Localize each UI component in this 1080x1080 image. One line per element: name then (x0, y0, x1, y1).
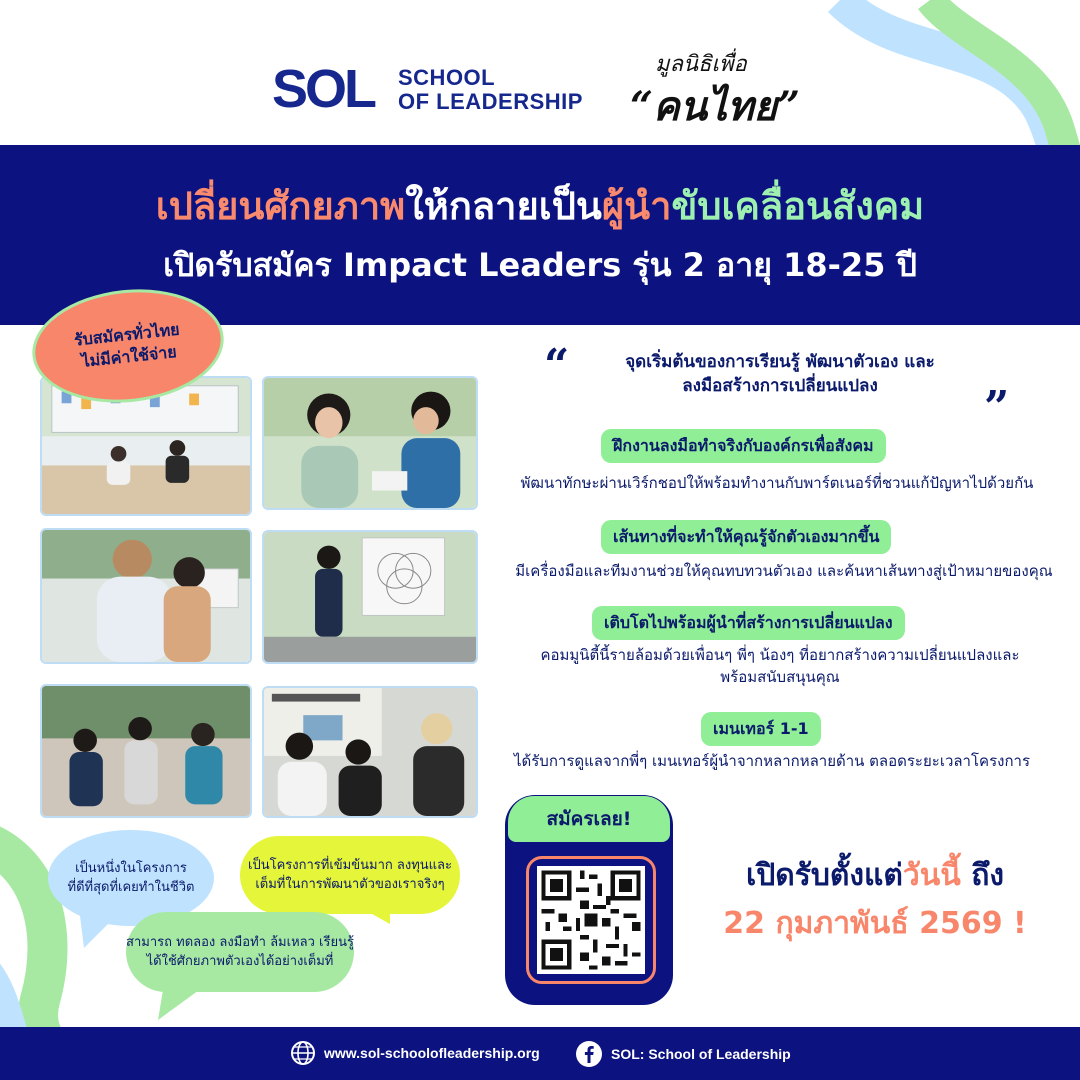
facebook-page-name[interactable]: SOL: School of Leadership (611, 1046, 791, 1062)
badge-line1: รับสมัครทั่วไทย (73, 319, 181, 350)
feature-3-desc-line1: คอมมูนิตี้นี้รายล้อมด้วยเพื่อนๆ พี่ๆ น้องๆ ที่อยากสร้างความเปลี่ยนแปลงและ (540, 646, 1020, 664)
footer-bar (0, 1027, 1080, 1080)
intro-line2: ลงมือสร้างการเปลี่ยนแปลง (682, 376, 878, 396)
testimonial-3-line2: ได้ใช้ศักยภาพตัวเองได้อย่างเต็มที่ (146, 954, 334, 969)
testimonial-1-line2: ที่ดีที่สุดที่เคยทำในชีวิต (67, 880, 195, 895)
deadline-date: 22 กุมภาพันธ์ 2569 ! (723, 906, 1027, 941)
photo-group-laugh (262, 686, 478, 818)
feature-1-title: ฝึกงานลงมือทำจริงกับองค์กรเพื่อสังคม (601, 429, 886, 463)
feature-3-desc-line2: พร้อมสนับสนุนคุณ (720, 668, 840, 686)
photo-hug (40, 528, 252, 664)
feature-1-desc: พัฒนาทักษะผ่านเวิร์กชอปให้พร้อมทำงานกับพาร์ตเนอร์ที่ชวนแก้ปัญหาไปด้วยกัน (520, 474, 1034, 492)
testimonial-2-line2: เต็มที่ในการพัฒนาตัวของเราจริงๆ (255, 877, 445, 892)
headline (0, 182, 1080, 230)
open-quote-mark: “ (544, 340, 570, 391)
headline-part4: ขับเคลื่อนสังคม (671, 184, 925, 228)
photo-panel-talk (40, 684, 252, 818)
headline-part2: ให้กลายเป็น (405, 184, 602, 228)
headline-part3: ผู้นำ (601, 184, 672, 228)
badge-line2: ไม่มีค่าใช้จ่าย (80, 342, 178, 371)
facebook-icon (575, 1040, 603, 1068)
testimonial-1-line1: เป็นหนึ่งในโครงการ (75, 861, 187, 876)
feature-2-title: เส้นทางที่จะทำให้คุณรู้จักตัวเองมากขึ้น (601, 520, 891, 554)
logo-text (398, 66, 583, 114)
testimonial-bubble-3 (126, 912, 354, 992)
photo-discussion (262, 376, 478, 510)
logo-line1: SCHOOL (398, 65, 496, 90)
foundation-name: “คนไทย” (630, 83, 801, 130)
open-suffix: ถึง (960, 858, 1005, 893)
foundation-top: มูลนิธิเพื่อ (655, 52, 747, 77)
subhead: เปิดรับสมัคร Impact Leaders รุ่น 2 อายุ 18-25 ปี (163, 246, 917, 284)
feature-2-desc: มีเครื่องมือและทีมงานช่วยให้คุณทบทวนตัวเอง และค้นหาเส้นทางสู่เป้าหมายของคุณ (515, 562, 1053, 580)
testimonial-3-line1: สามารถ ทดลอง ลงมือทำ ล้มเหลว เรียนรู้ (126, 935, 354, 950)
feature-3-title: เติบโตไปพร้อมผู้นำที่สร้างการเปลี่ยนแปลง (592, 606, 905, 640)
sol-logo-mark: SOL (272, 59, 375, 119)
testimonial-bubble-2 (240, 836, 460, 914)
intro-text (580, 350, 980, 398)
open-period-text (690, 856, 1060, 896)
website-link[interactable]: www.sol-schoolofleadership.org (324, 1045, 540, 1061)
footer-facebook[interactable] (575, 1040, 791, 1068)
feature-4-desc: ได้รับการดูแลจากพี่ๆ เมนเทอร์ผู้นำจากหลากหลายด้าน ตลอดระยะเวลาโครงการ (513, 752, 1031, 770)
feature-4-title: เมนเทอร์ 1-1 (701, 712, 821, 746)
qr-code[interactable] (537, 866, 645, 974)
logo-line2: OF LEADERSHIP (398, 89, 583, 114)
close-quote-mark: ” (984, 382, 1010, 433)
photo-presentation (262, 530, 478, 664)
headline-part1: เปลี่ยนศักยภาพ (155, 184, 406, 228)
testimonial-2-line1: เป็นโครงการที่เข้มข้นมาก ลงทุนและ (248, 858, 452, 873)
open-today: วันนี้ (902, 858, 961, 893)
apply-now-label[interactable]: สมัครเลย! (508, 796, 670, 842)
globe-icon (290, 1040, 316, 1066)
feature-3-desc (505, 644, 1055, 688)
footer-website[interactable] (290, 1040, 540, 1066)
intro-line1: จุดเริ่มต้นของการเรียนรู้ พัฒนาตัวเอง และ (625, 352, 935, 372)
open-prefix: เปิดรับตั้งแต่ (745, 858, 903, 893)
